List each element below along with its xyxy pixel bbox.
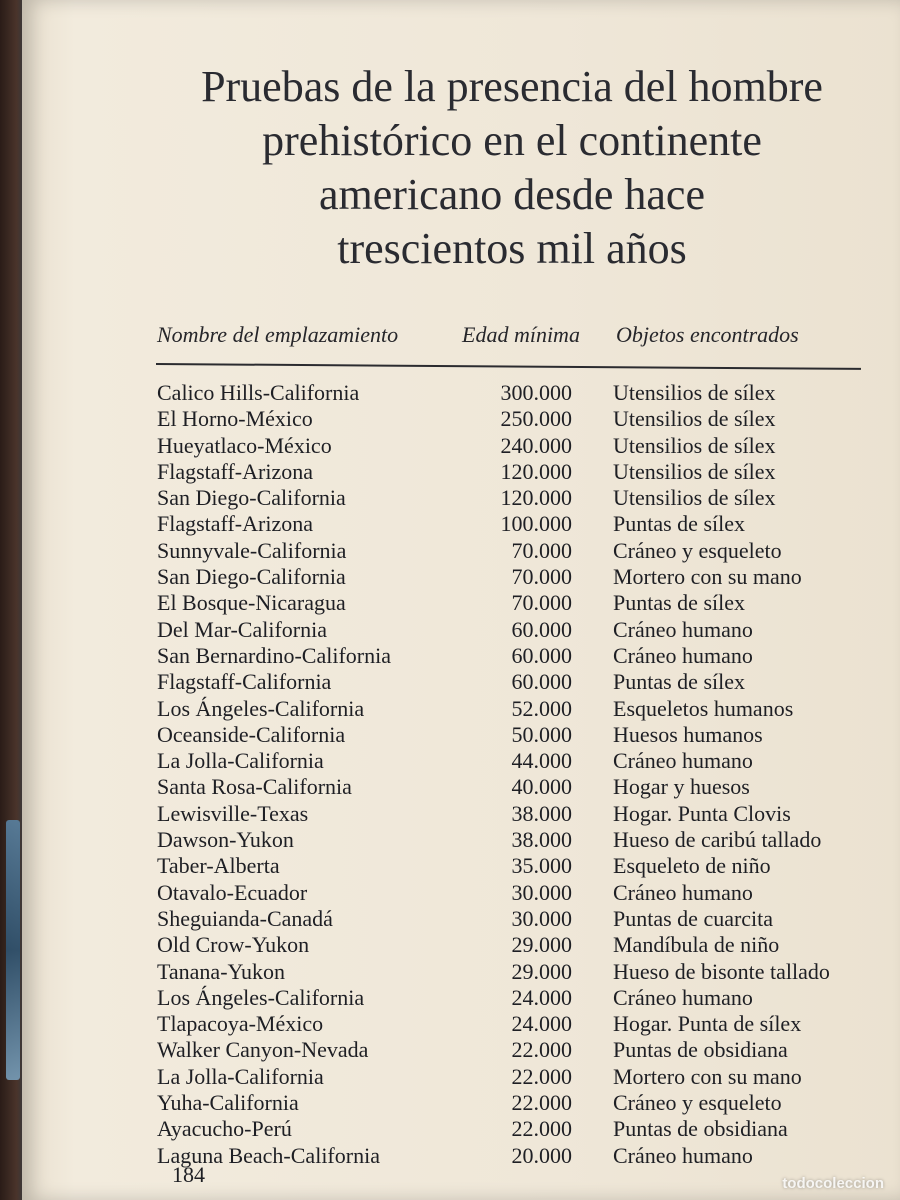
age-cell: 250.000 bbox=[500, 406, 572, 432]
age-cell: 120.000 bbox=[500, 485, 572, 511]
objects-cell: Cráneo humano bbox=[613, 642, 753, 668]
objects-cell: Cráneo humano bbox=[613, 984, 753, 1010]
table-row bbox=[22, 748, 900, 774]
age-cell: 52.000 bbox=[511, 695, 572, 721]
age-cell: 30.000 bbox=[511, 879, 572, 905]
objects-cell: Hueso de caribú tallado bbox=[613, 827, 822, 853]
table-row bbox=[22, 1064, 900, 1090]
objects-cell: Hueso de bisonte tallado bbox=[613, 958, 830, 984]
age-cell: 50.000 bbox=[511, 721, 572, 747]
table-row bbox=[22, 433, 900, 459]
age-cell: 60.000 bbox=[511, 642, 572, 668]
objects-cell: Esqueleto de niño bbox=[613, 853, 771, 879]
age-cell: 44.000 bbox=[511, 748, 572, 774]
column-header-objects: Objetos encontrados bbox=[616, 322, 799, 347]
age-cell: 22.000 bbox=[511, 1063, 572, 1089]
table-row bbox=[22, 827, 900, 853]
table-row bbox=[22, 722, 900, 748]
age-cell: 38.000 bbox=[511, 827, 572, 853]
table-row bbox=[22, 1143, 900, 1169]
site-cell: San Diego-California bbox=[157, 564, 346, 590]
objects-cell: Utensilios de sílex bbox=[613, 380, 776, 405]
age-cell: 24.000 bbox=[511, 984, 572, 1010]
site-cell: Los Ángeles-California bbox=[157, 695, 365, 721]
site-cell: Taber-Alberta bbox=[157, 853, 280, 879]
table-row bbox=[22, 511, 900, 537]
objects-cell: Puntas de sílex bbox=[613, 590, 745, 616]
table-row bbox=[22, 774, 900, 800]
age-cell: 38.000 bbox=[511, 800, 572, 826]
objects-cell: Hogar. Punta Clovis bbox=[613, 800, 791, 826]
table-row bbox=[22, 696, 900, 722]
site-cell: Laguna Beach-California bbox=[157, 1142, 380, 1168]
age-cell: 22.000 bbox=[511, 1090, 572, 1116]
age-cell: 70.000 bbox=[511, 590, 572, 616]
book-page bbox=[22, 0, 900, 1200]
table-row bbox=[22, 485, 900, 511]
site-cell: Flagstaff-California bbox=[157, 669, 332, 695]
objects-cell: Puntas de sílex bbox=[613, 669, 745, 695]
table-row bbox=[22, 1090, 900, 1116]
site-cell: Oceanside-California bbox=[157, 721, 346, 747]
sites-table bbox=[22, 380, 900, 1169]
table-row bbox=[22, 906, 900, 932]
site-cell: San Diego-California bbox=[157, 485, 346, 511]
header-divider bbox=[156, 363, 861, 370]
site-cell: La Jolla-California bbox=[157, 1063, 324, 1089]
title-line: prehistórico en el continente bbox=[262, 116, 762, 165]
table-row bbox=[22, 853, 900, 879]
objects-cell: Cráneo y esqueleto bbox=[613, 1090, 782, 1116]
age-cell: 70.000 bbox=[511, 537, 572, 563]
objects-cell: Hogar. Punta de sílex bbox=[613, 1011, 802, 1037]
objects-cell: Huesos humanos bbox=[613, 721, 763, 747]
site-cell: La Jolla-California bbox=[157, 748, 324, 774]
table-row bbox=[22, 985, 900, 1011]
objects-cell: Puntas de obsidiana bbox=[613, 1037, 788, 1063]
age-cell: 22.000 bbox=[511, 1037, 572, 1063]
site-cell: Santa Rosa-California bbox=[157, 774, 352, 800]
objects-cell: Utensilios de sílex bbox=[613, 458, 776, 484]
column-header-age: Edad mínima bbox=[462, 322, 580, 347]
objects-cell: Cráneo humano bbox=[613, 616, 753, 642]
objects-cell: Puntas de cuarcita bbox=[613, 905, 774, 931]
objects-cell: Puntas de sílex bbox=[613, 511, 745, 537]
bookmark-ribbon bbox=[6, 820, 20, 1080]
page-title bbox=[172, 60, 852, 276]
site-cell: Walker Canyon-Nevada bbox=[157, 1037, 369, 1063]
objects-cell: Cráneo y esqueleto bbox=[613, 537, 782, 563]
site-cell: Lewisville-Texas bbox=[157, 800, 309, 826]
table-row bbox=[22, 590, 900, 616]
age-cell: 70.000 bbox=[511, 564, 572, 590]
age-cell: 22.000 bbox=[511, 1116, 572, 1142]
site-cell: Flagstaff-Arizona bbox=[157, 511, 313, 537]
objects-cell: Utensilios de sílex bbox=[613, 406, 776, 432]
page-number: 184 bbox=[172, 1162, 205, 1187]
objects-cell: Cráneo humano bbox=[613, 748, 753, 774]
table-row bbox=[22, 538, 900, 564]
site-cell: Calico Hills-California bbox=[157, 380, 360, 405]
objects-cell: Mandíbula de niño bbox=[613, 932, 780, 958]
table-row bbox=[22, 932, 900, 958]
objects-cell: Utensilios de sílex bbox=[613, 485, 776, 511]
site-cell: El Horno-México bbox=[157, 406, 313, 432]
age-cell: 300.000 bbox=[500, 380, 572, 405]
table-row bbox=[22, 1011, 900, 1037]
table-row bbox=[22, 880, 900, 906]
site-cell: San Bernardino-California bbox=[157, 642, 391, 668]
site-cell: Del Mar-California bbox=[157, 616, 327, 642]
table-row bbox=[22, 959, 900, 985]
objects-cell: Mortero con su mano bbox=[613, 1063, 802, 1089]
objects-cell: Utensilios de sílex bbox=[613, 432, 776, 458]
title-line: trescientos mil años bbox=[337, 224, 687, 273]
site-cell: Old Crow-Yukon bbox=[157, 932, 310, 958]
age-cell: 120.000 bbox=[500, 458, 572, 484]
site-cell: Los Ángeles-California bbox=[157, 984, 365, 1010]
site-cell: Otavalo-Ecuador bbox=[157, 879, 308, 905]
site-cell: Sheguianda-Canadá bbox=[157, 905, 333, 931]
objects-cell: Mortero con su mano bbox=[613, 564, 802, 590]
site-cell: Sunnyvale-California bbox=[157, 537, 347, 563]
objects-cell: Cráneo humano bbox=[613, 1142, 753, 1168]
site-cell: Tanana-Yukon bbox=[157, 958, 285, 984]
site-cell: Flagstaff-Arizona bbox=[157, 458, 313, 484]
objects-cell: Esqueletos humanos bbox=[613, 695, 794, 721]
table-row bbox=[22, 380, 900, 406]
age-cell: 30.000 bbox=[511, 905, 572, 931]
age-cell: 29.000 bbox=[511, 958, 572, 984]
age-cell: 35.000 bbox=[511, 853, 572, 879]
age-cell: 40.000 bbox=[511, 774, 572, 800]
age-cell: 24.000 bbox=[511, 1011, 572, 1037]
objects-cell: Hogar y huesos bbox=[613, 774, 750, 800]
table-row bbox=[22, 617, 900, 643]
site-cell: Yuha-California bbox=[157, 1090, 299, 1116]
objects-cell: Cráneo humano bbox=[613, 879, 753, 905]
watermark: todocoleccion bbox=[782, 1175, 884, 1192]
site-cell: El Bosque-Nicaragua bbox=[157, 590, 346, 616]
table-row bbox=[22, 564, 900, 590]
table-row bbox=[22, 1037, 900, 1063]
table-row bbox=[22, 459, 900, 485]
age-cell: 20.000 bbox=[511, 1142, 572, 1168]
site-cell: Tlapacoya-México bbox=[157, 1011, 324, 1037]
site-cell: Dawson-Yukon bbox=[157, 827, 294, 853]
table-row bbox=[22, 406, 900, 432]
age-cell: 100.000 bbox=[500, 511, 572, 537]
age-cell: 29.000 bbox=[511, 932, 572, 958]
age-cell: 60.000 bbox=[511, 616, 572, 642]
title-line: americano desde hace bbox=[319, 170, 705, 219]
table-row bbox=[22, 801, 900, 827]
age-cell: 60.000 bbox=[511, 669, 572, 695]
site-cell: Hueyatlaco-México bbox=[157, 432, 332, 458]
title-line: Pruebas de la presencia del hombre bbox=[201, 62, 823, 111]
site-cell: Ayacucho-Perú bbox=[157, 1116, 292, 1142]
age-cell: 240.000 bbox=[500, 432, 572, 458]
table-row bbox=[22, 1116, 900, 1142]
column-header-site: Nombre del emplazamiento bbox=[157, 322, 399, 347]
objects-cell: Puntas de obsidiana bbox=[613, 1116, 788, 1142]
table-row bbox=[22, 669, 900, 695]
table-row bbox=[22, 643, 900, 669]
